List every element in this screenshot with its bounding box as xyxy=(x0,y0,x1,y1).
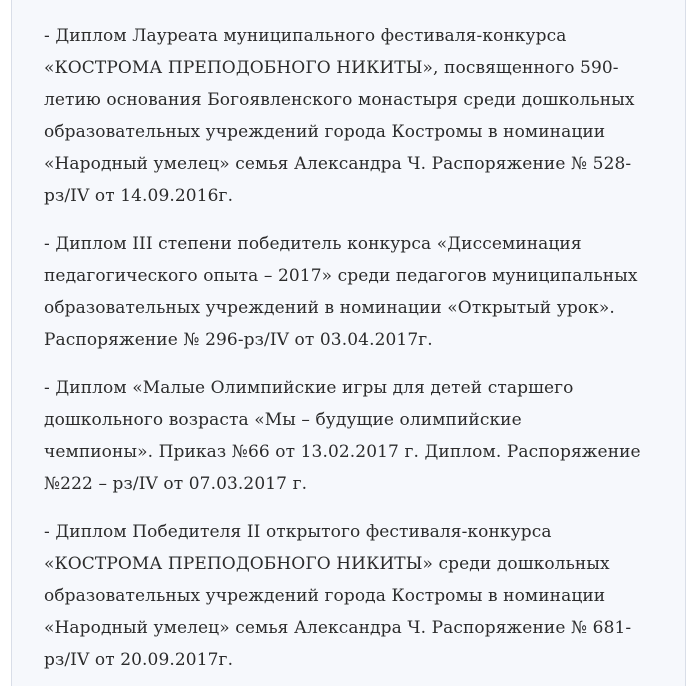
award-text-line: «КОСТРОМА ПРЕПОДОБНОГО НИКИТЫ», посвященного 590- xyxy=(44,58,619,78)
award-item-1 xyxy=(44,20,676,212)
award-text-line: - Диплом «Малые Олимпийские игры для детей старшего xyxy=(44,378,574,398)
award-text-line: летию основания Богоявленского монастыря среди дошкольных xyxy=(44,90,635,110)
award-text-line: «Народный умелец» семья Александра Ч. Распоряжение № 528- xyxy=(44,154,632,174)
award-item-2 xyxy=(44,228,676,356)
award-text-line: - Диплом Лауреата муниципального фестиваля-конкурса xyxy=(44,26,567,46)
award-text-line: рз/IV от 20.09.2017г. xyxy=(44,650,234,670)
award-text-line: «Народный умелец» семья Александра Ч. Распоряжение № 681- xyxy=(44,618,632,638)
award-text-line: образовательных учреждений города Костромы в номинации xyxy=(44,586,606,606)
award-text-line: №222 – рз/IV от 07.03.2017 г. xyxy=(44,474,308,494)
award-text-line: образовательных учреждений города Костромы в номинации xyxy=(44,122,606,142)
award-text-line: рз/IV от 14.09.2016г. xyxy=(44,186,234,206)
award-text-line: чемпионы». Приказ №66 от 13.02.2017 г. Диплом. Распоряжение xyxy=(44,442,641,462)
award-text-line: - Диплом Победителя II открытого фестиваля-конкурса xyxy=(44,522,552,542)
award-item-3 xyxy=(44,372,676,500)
award-text-line: Распоряжение № 296-рз/IV от 03.04.2017г. xyxy=(44,330,433,350)
award-text-line: «КОСТРОМА ПРЕПОДОБНОГО НИКИТЫ» среди дошкольных xyxy=(44,554,610,574)
content-panel xyxy=(11,0,686,686)
award-text-line: дошкольного возраста «Мы – будущие олимпийские xyxy=(44,410,522,430)
awards-list xyxy=(44,20,676,692)
award-text-line: - Диплом III степени победитель конкурса «Диссеминация xyxy=(44,234,582,254)
award-item-4 xyxy=(44,516,676,676)
award-text-line: педагогического опыта – 2017» среди педагогов муниципальных xyxy=(44,266,638,286)
award-text-line: образовательных учреждений в номинации «Открытый урок». xyxy=(44,298,615,318)
